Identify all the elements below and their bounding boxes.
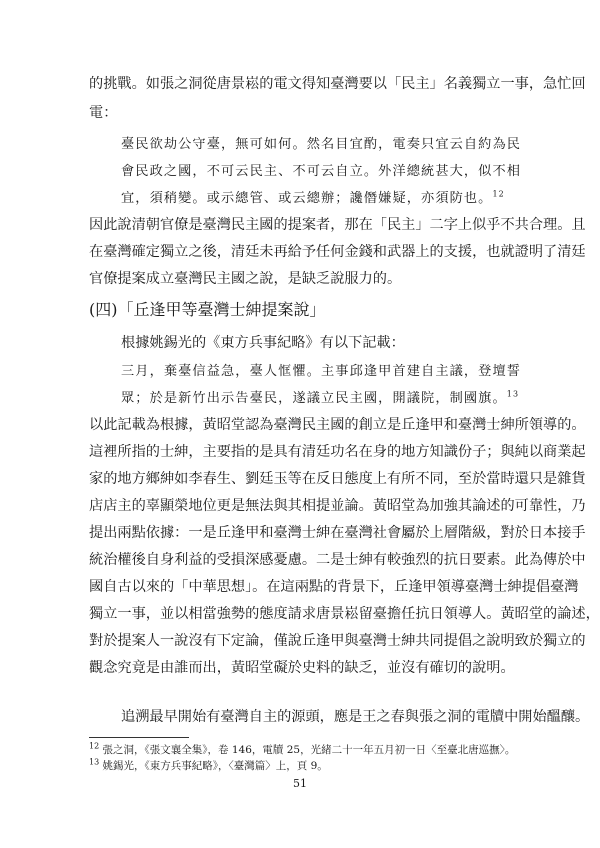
body-text-line: 這裡所指的士紳，主要指的是具有清廷功名在身的地方知識份子；與純以商業起 [89, 444, 586, 460]
body-text-line: 統治權後自身利益的受損深感憂慮。二是士紳有較強烈的抗日要素。此為傳於中 [89, 552, 586, 568]
footnote-ref[interactable]: 13 [506, 389, 520, 399]
footnote-ref[interactable]: 12 [492, 189, 505, 199]
intro-line: 根據姚錫光的《東方兵事紀略》有以下記載： [121, 335, 405, 351]
body-text-line: 國自古以來的「中華思想」。在這兩點的背景下，丘逢甲領導臺灣士紳提倡臺灣 [89, 579, 579, 595]
body-text-line: 追溯最早開始有臺灣自主的源頭，應是王之春與張之洞的電牘中開始醞釀。 [121, 709, 590, 725]
body-text-line: 以此記載為根據，黃昭堂認為臺灣民主國的創立是丘逢甲和臺灣士紳所領導的。 [89, 417, 586, 433]
body-text-line: 獨立一事，並以相當強勢的態度請求唐景崧留臺擔任抗日領導人。黃昭堂的論述， [89, 606, 600, 622]
body-text-line: 觀念究竟是由誰而出，黃昭堂礙於史料的缺乏，並沒有確切的說明。 [89, 660, 515, 676]
footnote [89, 759, 328, 773]
body-text-line: 對於提案人一說沒有下定論，僅說丘逢甲與臺灣士紳共同提倡之說明致於獨立的 [89, 633, 586, 649]
block-quote-text: 眾；於是新竹出示告臺民，遂議立民主國，開議院，制國旗。 [121, 391, 507, 406]
body-text-line: 的挑戰。如張之洞從唐景崧的電文得知臺灣要以「民主」名義獨立一事，急忙回 [89, 76, 586, 92]
block-quote-line: 會民政之國，不可云民主、不可云自立。外洋總統甚大，似不相 [121, 164, 522, 179]
body-text-line: 電： [89, 105, 118, 121]
footnote-separator [89, 737, 189, 738]
footnote-text: 張之洞，《張文襄全集》，卷 146，電牘 25，光緒二十一年五月初一日〈至臺北唐巡撫〉。 [102, 744, 516, 756]
body-text-line: 因此說清朝官僚是臺灣民主國的提案者，那在「民主」二字上似乎不共合理。且 [89, 217, 586, 233]
block-quote-line [121, 389, 519, 409]
body-text-line: 家的地方鄉紳如李春生、劉廷玉等在反日態度上有所不同，至於當時還只是雜貨 [89, 471, 586, 487]
block-quote-text: 宜，須稍變。或示總管、或云總辦；讒僭嫌疑，亦須防也。 [121, 191, 493, 206]
block-quote-line: 三月，棄臺信益急，臺人恇懼。主事邱逢甲首建自主議，登壇誓 [121, 364, 522, 379]
footnote [89, 743, 515, 757]
footnote-text: 姚錫光，《東方兵事紀略》，〈臺灣篇〉上，頁 9。 [102, 760, 328, 772]
block-quote-line [121, 189, 505, 209]
footnote-number: 12 [89, 741, 100, 751]
footnote-number: 13 [89, 757, 100, 767]
body-text-line: 官僚提案成立臺灣民主國之說，是缺乏說服力的。 [89, 271, 402, 287]
body-text-line: 在臺灣確定獨立之後，清廷未再給予任何金錢和武器上的支援，也就證明了清廷 [89, 244, 586, 260]
section-heading: (四)「丘逢甲等臺灣士紳提案說」 [89, 300, 326, 319]
block-quote-line: 臺民欲劫公守臺，無可如何。然名目宜酌，電奏只宜云自約為民 [121, 137, 522, 152]
body-text-line: 店店主的辜顯榮地位更是無法與其相提並論。黃昭堂為加強其論述的可靠性，乃 [89, 498, 586, 514]
body-text-line: 提出兩點依據：一是丘逢甲和臺灣士紳在臺灣社會屬於上層階級，對於日本接手 [89, 525, 586, 541]
page-number: 51 [293, 777, 307, 790]
